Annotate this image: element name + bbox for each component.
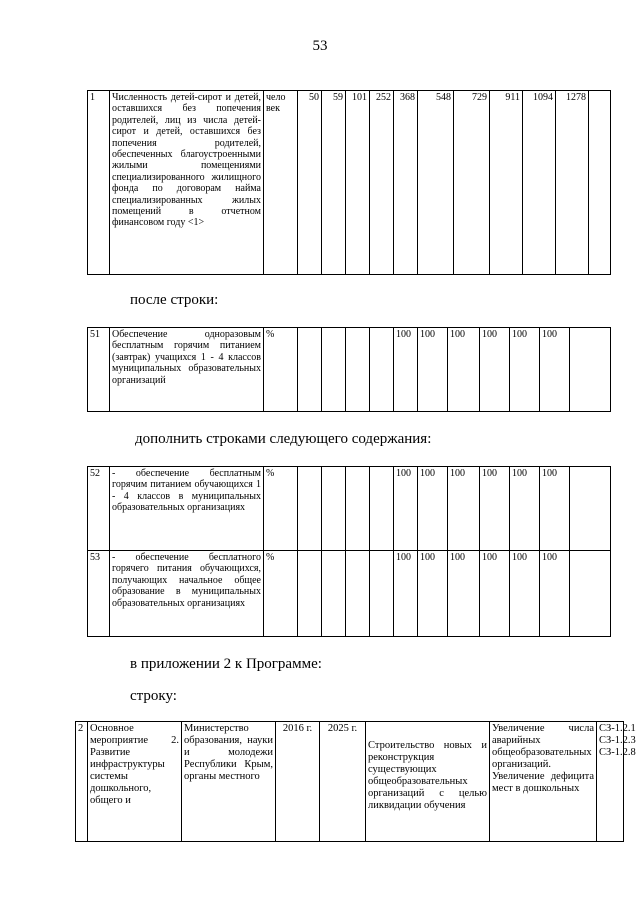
- value-cell: 252: [370, 91, 394, 275]
- value-cell: [322, 467, 346, 551]
- unit-cell: %: [264, 467, 298, 551]
- value-cell: [346, 467, 370, 551]
- result-cell: Увеличение числа аварийных общеобразовательных организаций. Увеличение дефицита мест в дошкольных: [490, 722, 597, 842]
- row-number: 52: [88, 467, 110, 551]
- value-cell: 101: [346, 91, 370, 275]
- value-cell: [346, 328, 370, 412]
- page-number: 53: [312, 38, 328, 54]
- value-cell: 100: [448, 551, 480, 637]
- value-cell: 100: [510, 551, 540, 637]
- row-number: 53: [88, 551, 110, 637]
- text-row: строку:: [130, 688, 177, 704]
- value-cell: 100: [418, 328, 448, 412]
- value-cell: 100: [510, 328, 540, 412]
- indicator-table-1: [87, 90, 611, 275]
- value-cell: 100: [448, 467, 480, 551]
- value-cell: 100: [540, 467, 570, 551]
- value-cell: 1094: [523, 91, 556, 275]
- value-cell: 100: [448, 328, 480, 412]
- indicator-name: - обеспечение бесплатного горячего питания обучающихся, получающих начальное общее образование в муниципальных образовательных организациях: [110, 551, 264, 637]
- content-cell: Строительство новых и реконструкция существующих общеобразовательных организаций с целью ликвидации обучения: [366, 722, 490, 842]
- executor-cell: Министерство образования, науки и молодежи Республики Крым, органы местного: [182, 722, 276, 842]
- indicator-table-3: [87, 466, 611, 637]
- value-cell: [298, 467, 322, 551]
- value-cell: [370, 467, 394, 551]
- row-number: 1: [88, 91, 110, 275]
- value-cell: [589, 91, 611, 275]
- unit-cell: чело век: [264, 91, 298, 275]
- text-after-row: после строки:: [130, 292, 219, 308]
- row-number: 51: [88, 328, 110, 412]
- start-year: 2016 г.: [276, 722, 320, 842]
- program-table: [75, 721, 636, 842]
- table-row: [88, 551, 611, 637]
- value-cell: [570, 328, 611, 412]
- value-cell: 548: [418, 91, 454, 275]
- value-cell: 50: [298, 91, 322, 275]
- value-cell: [370, 328, 394, 412]
- value-cell: [346, 551, 370, 637]
- codes-cell: СЗ-1.2.1 СЗ-1.2.3 СЗ-1.2.8: [597, 722, 624, 842]
- table-row: [88, 91, 611, 275]
- value-cell: 100: [510, 467, 540, 551]
- unit-cell: %: [264, 328, 298, 412]
- text-add-rows: дополнить строками следующего содержания:: [135, 431, 432, 447]
- value-cell: 911: [490, 91, 523, 275]
- table-row: [76, 722, 624, 842]
- end-year: 2025 г.: [320, 722, 366, 842]
- indicator-name: Обеспечение одноразовым бесплатным горячим питанием (завтрак) учащихся 1 - 4 классов муниципальных образовательных организаций: [110, 328, 264, 412]
- indicator-table-2: [87, 327, 611, 412]
- value-cell: 100: [394, 551, 418, 637]
- value-cell: 100: [480, 467, 510, 551]
- value-cell: 100: [540, 551, 570, 637]
- value-cell: [298, 328, 322, 412]
- value-cell: [322, 328, 346, 412]
- row-number: 2: [76, 722, 88, 842]
- value-cell: 100: [480, 328, 510, 412]
- value-cell: 100: [394, 328, 418, 412]
- indicator-name: Численность детей-сирот и детей, оставшихся без попечения родителей, лиц из числа детей-сирот и детей, оставшихся без попечения родителей, обеспеченных благоустроенными жилыми помещениями специализированного жилищного фонда по договорам найма специализированных жилых помещений в отчетном финансовом году <1>: [110, 91, 264, 275]
- value-cell: [570, 467, 611, 551]
- table-row: [88, 328, 611, 412]
- value-cell: [570, 551, 611, 637]
- value-cell: 59: [322, 91, 346, 275]
- value-cell: 100: [418, 551, 448, 637]
- value-cell: 100: [418, 467, 448, 551]
- value-cell: 729: [454, 91, 490, 275]
- event-cell: Основное мероприятие 2. Развитие инфраструктуры системы дошкольного, общего и: [88, 722, 182, 842]
- value-cell: [370, 551, 394, 637]
- table-row: [88, 467, 611, 551]
- value-cell: [322, 551, 346, 637]
- value-cell: [298, 551, 322, 637]
- value-cell: 100: [540, 328, 570, 412]
- value-cell: 1278: [556, 91, 589, 275]
- value-cell: 100: [480, 551, 510, 637]
- indicator-name: - обеспечение бесплатным горячим питанием обучающихся 1 - 4 классов в муниципальных образовательных организациях: [110, 467, 264, 551]
- value-cell: 368: [394, 91, 418, 275]
- text-appendix: в приложении 2 к Программе:: [130, 656, 322, 672]
- unit-cell: %: [264, 551, 298, 637]
- value-cell: 100: [394, 467, 418, 551]
